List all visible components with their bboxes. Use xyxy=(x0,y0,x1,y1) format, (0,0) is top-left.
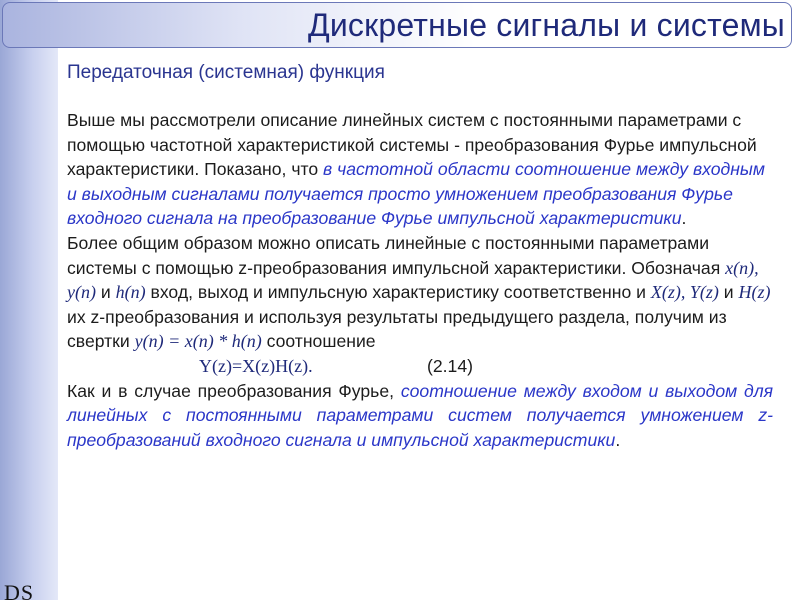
equation-line xyxy=(67,354,773,379)
paragraph-1-end: . xyxy=(681,208,687,229)
strip-gap xyxy=(58,0,64,600)
paragraph-1 xyxy=(67,108,773,231)
math-xn-yn: x(n), y(n) xyxy=(67,257,759,303)
paragraph-2 xyxy=(67,231,773,354)
slide-title: Дискретные сигналы и системы xyxy=(307,7,785,43)
paragraph-2-text-5: их z-преобразования и используя результаты предыдущего раздела, получим из свертки xyxy=(67,306,727,352)
paragraph-2-text-2: и xyxy=(100,282,111,303)
paragraph-3 xyxy=(67,379,773,453)
paragraph-2-text-6: соотношение xyxy=(266,331,376,352)
paragraph-3-end: . xyxy=(615,429,621,450)
math-xz-yz: X(z), Y(z) xyxy=(650,282,719,303)
slide-body xyxy=(67,108,773,452)
paragraph-2-text-1: Более общим образом можно описать линейные с постоянными параметрами системы с помощью z-преобразования импульсной характеристики. Обозначая xyxy=(67,232,721,278)
math-convolution: y(n) = x(n) * h(n) xyxy=(134,331,262,352)
equation-number: (2.14) xyxy=(427,355,473,376)
paragraph-1-text: Выше мы рассмотрели описание линейных систем с постоянными параметрами с помощью частотной характеристикой системы - преобразования Фурье импульсной характеристики. Показано, что xyxy=(67,110,757,180)
paragraph-2-text-3: вход, выход и импульсную характеристику соответственно и xyxy=(150,282,646,303)
math-hz: H(z) xyxy=(738,282,771,303)
section-subtitle: Передаточная (системная) функция xyxy=(67,62,385,83)
ds-logo: DS xyxy=(4,580,35,605)
equation-formula: Y(z)=X(z)H(z). xyxy=(199,355,313,376)
title-bar xyxy=(2,2,792,48)
paragraph-2-text-4: и xyxy=(723,282,734,303)
paragraph-1-highlight: в частотной области соотношение между входным и выходным сигналами получается просто умножением преобразования Фурье входного сигнала на преобразование Фурье импульсной характеристики xyxy=(67,159,765,229)
math-hn: h(n) xyxy=(115,282,146,303)
paragraph-3-text: Как и в случае преобразования Фурье, xyxy=(67,380,395,401)
paragraph-3-highlight: соотношение между входом и выходом для линейных с постоянными параметрами систем получается умножением z-преобразований входного сигнала и импульсной характеристики xyxy=(67,380,774,450)
left-decorative-strip xyxy=(0,0,58,605)
